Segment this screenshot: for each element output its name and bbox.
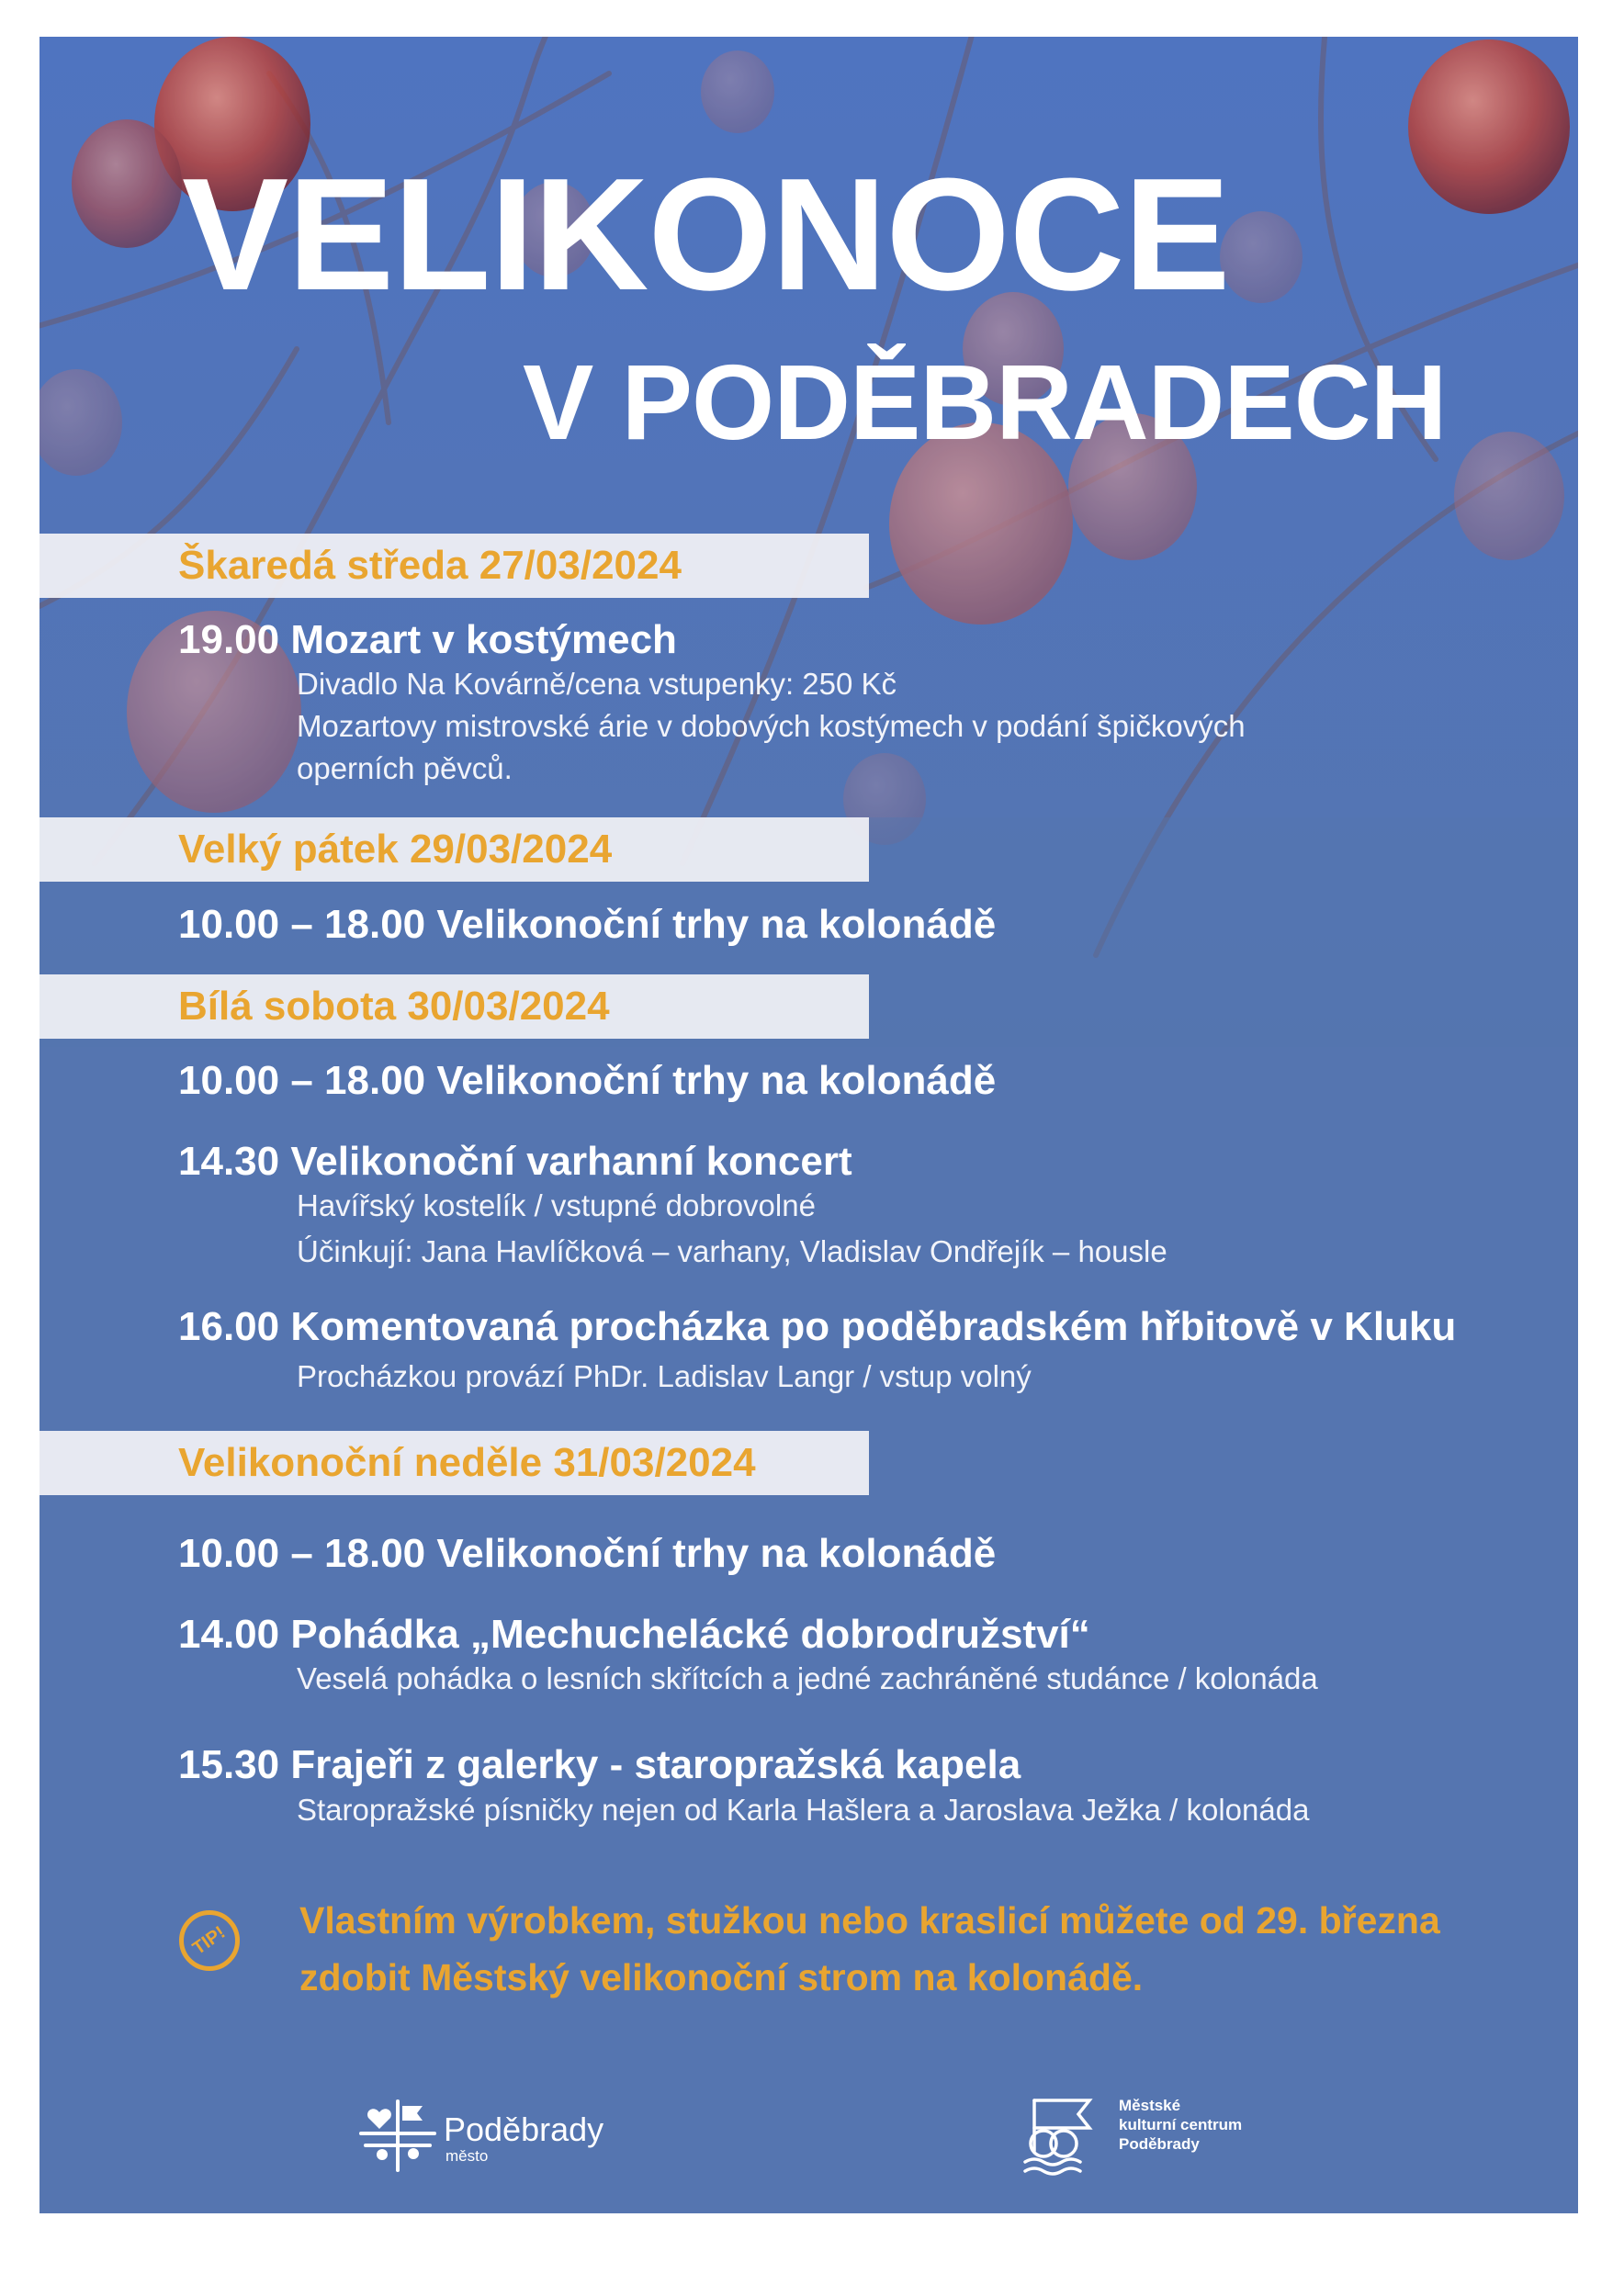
day-heading: Velký pátek 29/03/2024 [178, 827, 613, 872]
event-detail: Účinkují: Jana Havlíčková – varhany, Vladislav Ondřejík – housle [297, 1234, 1167, 1268]
event-title: 14.30 Velikonoční varhanní koncert [178, 1139, 852, 1184]
city-emblem-icon [356, 2092, 448, 2175]
culture-center-logo [1016, 2087, 1310, 2178]
podebrady-city-logo [356, 2092, 614, 2175]
event-title: 14.00 Pohádka „Mechuchelácké dobrodružství“ [178, 1612, 1090, 1657]
event-title: 10.00 – 18.00 Velikonoční trhy na kolonádě [178, 1531, 997, 1576]
event-title: 15.30 Frajeři z galerky - staropražská kapela [178, 1742, 1021, 1787]
day-heading: Škaredá středa 27/03/2024 [178, 543, 682, 588]
event-detail: Procházkou provází PhDr. Ladislav Langr / vstup volný [297, 1359, 1032, 1393]
day-heading: Bílá sobota 30/03/2024 [178, 984, 610, 1029]
event-detail: Divadlo Na Kovárně/cena vstupenky: 250 Kč [297, 667, 897, 701]
event-detail: Havířský kostelík / vstupné dobrovolné [297, 1188, 816, 1222]
culture-center-emblem-icon [1016, 2087, 1108, 2178]
event-detail: Staropražské písničky nejen od Karla Hašlera a Jaroslava Ježka / kolonáda [297, 1793, 1310, 1827]
event-title: 16.00 Komentovaná procházka po poděbradském hřbitově v Kluku [178, 1304, 1457, 1349]
event-detail: operních pěvců. [297, 751, 513, 785]
day-heading-band [39, 1431, 869, 1495]
day-heading-band [39, 974, 869, 1039]
culture-center-line2: kulturní centrum [1119, 2116, 1243, 2133]
poster-title-line2: V PODĚBRADECH [523, 343, 1447, 462]
easter-poster [39, 37, 1578, 2213]
poster-title-line1: VELIKONOCE [182, 144, 1230, 323]
event-title: 19.00 Mozart v kostýmech [178, 617, 677, 662]
culture-center-line3: Poděbrady [1119, 2135, 1200, 2153]
event-detail: Mozartovy mistrovské árie v dobových kostýmech v podání špičkových [297, 709, 1246, 743]
event-title: 10.00 – 18.00 Velikonoční trhy na kolonádě [178, 1058, 997, 1103]
city-logo-sub: město [445, 2147, 489, 2165]
day-heading: Velikonoční neděle 31/03/2024 [178, 1440, 756, 1485]
day-heading-band [39, 534, 869, 598]
day-heading-band [39, 817, 869, 882]
tip-text [299, 1892, 1440, 2006]
culture-center-line1: Městské [1119, 2097, 1181, 2114]
tip-badge [179, 1910, 240, 1971]
tip-badge-label: TIP! [188, 1921, 230, 1959]
city-logo-name: Poděbrady [444, 2110, 604, 2148]
event-detail: Veselá pohádka o lesních skřítcích a jedné zachráněné studánce / kolonáda [297, 1661, 1318, 1695]
event-title: 10.00 – 18.00 Velikonoční trhy na kolonádě [178, 902, 997, 947]
tip-line: zdobit Městský velikonoční strom na kolonádě. [299, 1956, 1144, 1998]
tip-line: Vlastním výrobkem, stužkou nebo kraslicí můžete od 29. března [299, 1899, 1440, 1941]
